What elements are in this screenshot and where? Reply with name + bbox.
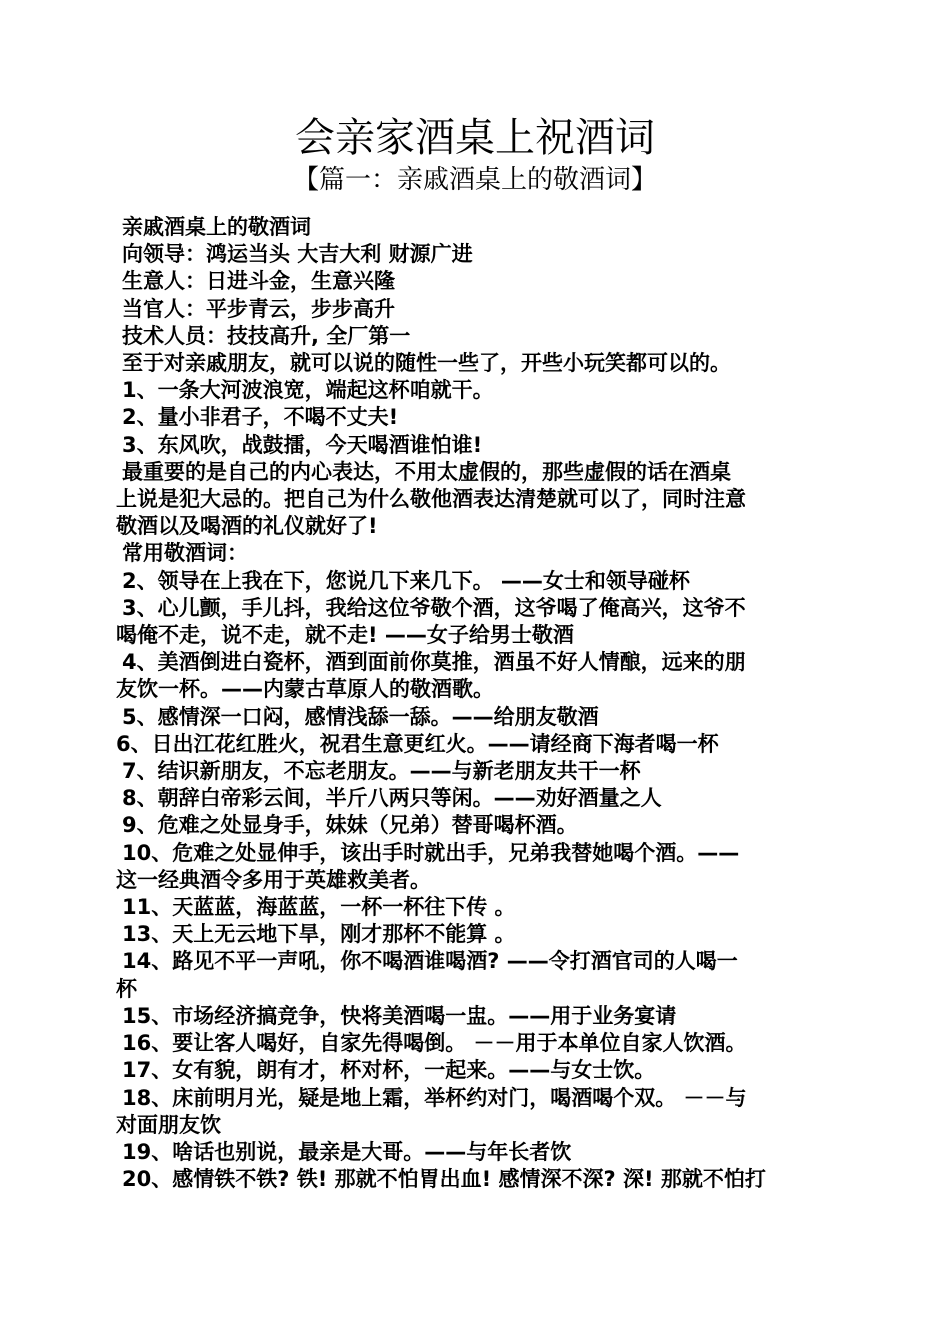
body-line: 20、感情铁不铁? 铁! 那就不怕胃出血! 感情深不深? 深! 那就不怕打 xyxy=(122,1167,766,1192)
body-line: 生意人：日进斗金，生意兴隆 xyxy=(122,269,395,294)
body-line: 9、危难之处显身手，妹妹（兄弟）替哥喝杯酒。 xyxy=(122,813,578,838)
body-line: 亲戚酒桌上的敬酒词 xyxy=(122,215,311,239)
body-line: 2、领导在上我在下，您说几下来几下。 ——女士和领导碰杯 xyxy=(122,568,690,593)
body-line: 6、日出江花红胜火，祝君生意更红火。——请经商下海者喝一杯 xyxy=(116,731,719,756)
body-line: 3、东风吹，战鼓擂，今天喝酒谁怕谁! xyxy=(122,432,483,457)
body-line: 11、天蓝蓝，海蓝蓝，一杯一杯往下传 。 xyxy=(122,895,516,920)
body-line: 当官人：平步青云，步步高升 xyxy=(122,296,395,321)
body-line: 13、天上无云地下旱，刚才那杯不能算 。 xyxy=(122,922,516,947)
body-line: 上说是犯大忌的。把自己为什么敬他酒表达清楚就可以了，同时注意 xyxy=(116,487,746,512)
document-body xyxy=(116,214,840,1193)
body-line: 15、市场经济搞竞争，快将美酒喝一盅。——用于业务宴请 xyxy=(122,1003,677,1028)
body-line: 敬酒以及喝酒的礼仪就好了! xyxy=(116,514,378,539)
body-line: 友饮一杯。——内蒙古草原人的敬酒歌。 xyxy=(116,677,494,702)
document-subtitle: 【篇一：亲戚酒桌上的敬酒词】 xyxy=(292,165,657,195)
document-title: 会亲家酒桌上祝酒词 xyxy=(295,115,655,161)
body-line: 最重要的是自己的内心表达，不用太虚假的，那些虚假的话在酒桌 xyxy=(122,459,731,484)
body-line: 杯 xyxy=(116,976,137,1001)
body-line: 2、量小非君子，不喝不丈夫! xyxy=(122,405,399,430)
body-line: 8、朝辞白帝彩云间，半斤八两只等闲。——劝好酒量之人 xyxy=(122,786,662,811)
body-line: 17、女有貌，朗有才，杯对杯，一起来。——与女士饮。 xyxy=(122,1058,656,1083)
body-line: 19、啥话也别说，最亲是大哥。——与年长者饮 xyxy=(122,1139,572,1164)
body-line: 5、感情深一口闷，感情浅舔一舔。——给朋友敬酒 xyxy=(122,704,599,729)
body-line: 常用敬酒词： xyxy=(122,541,248,566)
body-line: 喝俺不走，说不走，就不走! ——女子给男士敬酒 xyxy=(116,623,574,648)
body-line: 10、危难之处显伸手，该出手时就出手，兄弟我替她喝个酒。—— xyxy=(122,840,740,865)
body-line: 对面朋友饮 xyxy=(116,1112,221,1137)
body-line: 向领导：鸿运当头 大吉大利 财源广进 xyxy=(122,242,473,267)
body-line: 技术人员：技技高升, 全厂第一 xyxy=(122,323,411,348)
body-line: 至于对亲戚朋友，就可以说的随性一些了，开些小玩笑都可以的。 xyxy=(122,351,731,376)
body-line: 4、美酒倒进白瓷杯，酒到面前你莫推，酒虽不好人情酿，远来的朋 xyxy=(122,650,746,675)
body-line: 16、要让客人喝好，自家先得喝倒。 －－用于本单位自家人饮酒。 xyxy=(122,1031,747,1056)
body-line: 这一经典酒令多用于英雄救美者。 xyxy=(116,867,431,892)
body-line: 3、心儿颤，手儿抖，我给这位爷敬个酒，这爷喝了俺高兴，这爷不 xyxy=(122,595,746,620)
body-line: 14、路见不平一声吼，你不喝酒谁喝酒? ——令打酒官司的人喝一 xyxy=(122,949,738,974)
body-line: 18、床前明月光，疑是地上霜，举杯约对门，喝酒喝个双。 －－与 xyxy=(122,1085,747,1110)
body-line: 1、一条大河波浪宽，端起这杯咱就干。 xyxy=(122,378,494,403)
body-line: 7、结识新朋友，不忘老朋友。——与新老朋友共干一杯 xyxy=(122,759,641,784)
